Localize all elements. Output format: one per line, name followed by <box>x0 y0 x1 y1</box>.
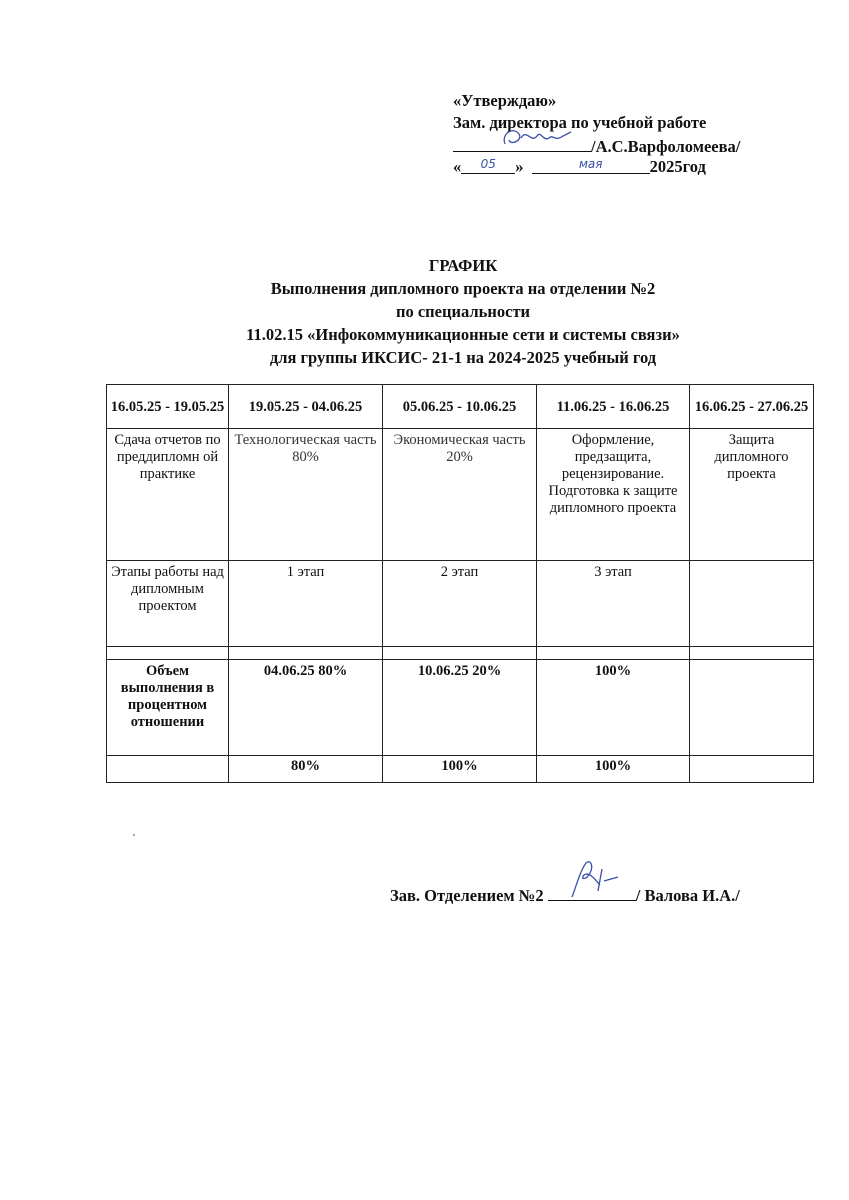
date-month: мая <box>578 157 603 171</box>
table-cell <box>690 756 814 783</box>
table-row <box>107 429 814 561</box>
title-line-2: Выполнения дипломного проекта на отделении №2 <box>270 279 656 298</box>
table-cell <box>107 647 229 660</box>
date-year: 2025год <box>649 157 706 176</box>
approver-name: /А.С.Варфоломеева/ <box>591 137 741 156</box>
schedule-table <box>106 384 814 783</box>
signature-icon <box>562 857 622 903</box>
table-row <box>107 660 814 756</box>
title-line-4: 11.02.15 «Инфокоммуникационные сети и системы связи» <box>246 325 680 344</box>
header-cell: 05.06.25 - 10.06.25 <box>383 385 537 429</box>
table-cell: 3 этап <box>537 561 690 647</box>
date-day: 05 <box>480 157 496 171</box>
table-cell: 04.06.25 80% <box>229 660 383 756</box>
table-cell: 100% <box>537 660 690 756</box>
table-row <box>107 561 814 647</box>
document-title <box>100 254 826 369</box>
table-cell: Технологическая часть 80% <box>229 429 383 561</box>
footer-signature-underline <box>548 883 636 901</box>
approval-signature-line <box>453 134 813 156</box>
table-cell <box>690 561 814 647</box>
title-heading: ГРАФИК <box>428 256 498 275</box>
table-header-row <box>107 385 814 429</box>
table-cell <box>229 647 383 660</box>
table-cell: Оформление, предзащита, рецензирование. Подготовка к защите дипломного проекта <box>537 429 690 561</box>
approval-date <box>453 156 813 178</box>
table-cell <box>383 647 537 660</box>
title-line-5: для группы ИКСИС- 21-1 на 2024-2025 учебный год <box>269 348 657 367</box>
approval-position: Зам. директора по учебной работе <box>453 113 707 132</box>
scan-speck <box>133 834 135 836</box>
table-cell <box>690 660 814 756</box>
table-cell: Защита дипломного проекта <box>690 429 814 561</box>
table-row-spacer <box>107 647 814 660</box>
table-row <box>107 756 814 783</box>
footer-signature <box>390 883 740 906</box>
table-cell <box>690 647 814 660</box>
table-cell <box>107 756 229 783</box>
table-cell: 100% <box>383 756 537 783</box>
date-quote-close: » <box>515 157 524 176</box>
footer-name: / Валова И.А./ <box>635 886 740 905</box>
approval-title: «Утверждаю» <box>453 91 557 110</box>
table-cell: 1 этап <box>229 561 383 647</box>
table-cell: 80% <box>229 756 383 783</box>
date-quote-open: « <box>453 157 462 176</box>
header-cell: 11.06.25 - 16.06.25 <box>537 385 690 429</box>
approval-block <box>453 90 813 178</box>
signature-underline <box>453 134 591 152</box>
table-cell: Экономическая часть 20% <box>383 429 537 561</box>
table-cell: 2 этап <box>383 561 537 647</box>
header-cell: 16.06.25 - 27.06.25 <box>690 385 814 429</box>
title-line-3: по специальности <box>395 302 531 321</box>
header-cell: 19.05.25 - 04.06.25 <box>229 385 383 429</box>
date-day-field <box>461 156 515 174</box>
table-cell: Объем выполнения в процентном отношении <box>107 660 229 756</box>
footer-label: Зав. Отделением №2 <box>390 886 544 905</box>
table-cell <box>537 647 690 660</box>
table-cell: 10.06.25 20% <box>383 660 537 756</box>
table-cell: Этапы работы над дипломным проектом <box>107 561 229 647</box>
table-cell: 100% <box>537 756 690 783</box>
date-month-field <box>532 156 650 174</box>
table-cell: Сдача отчетов по преддипломн ой практике <box>107 429 229 561</box>
header-cell: 16.05.25 - 19.05.25 <box>107 385 229 429</box>
